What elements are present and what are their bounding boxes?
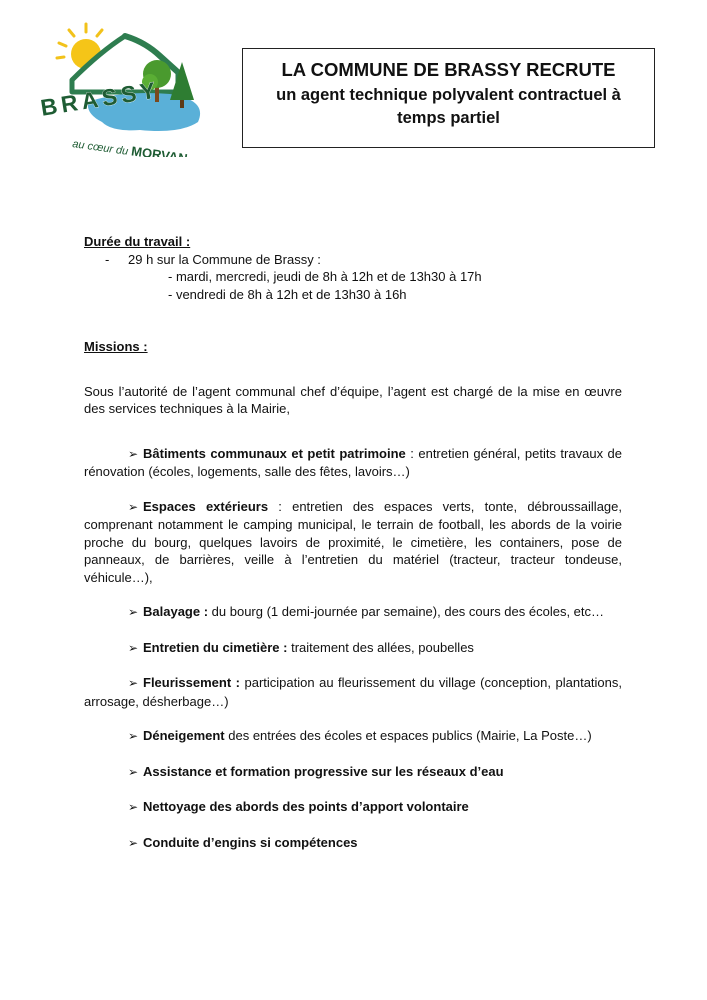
mission-item <box>84 727 622 746</box>
mission-title: Espaces extérieurs <box>143 498 269 514</box>
arrow-bullet-icon: ➢ <box>128 446 139 461</box>
mission-title: Déneigement <box>143 728 225 743</box>
mission-title: Bâtiments communaux et petit patrimoine <box>143 445 406 461</box>
arrow-bullet-icon: ➢ <box>128 800 139 814</box>
title-subtitle: un agent technique polyvalent contractuel à temps partiel <box>276 86 621 127</box>
mission-item <box>84 674 622 710</box>
mission-title: Conduite d’engins si compétences <box>143 834 358 850</box>
title-main: LA COMMUNE DE BRASSY RECRUTE <box>281 59 616 80</box>
title-box <box>242 48 655 148</box>
mission-item <box>84 798 622 817</box>
mission-item <box>84 834 622 853</box>
mission-text: : entretien des espaces verts, tonte, débroussaillage, comprenant notamment le camping municipal, le terrain de football, les abords de la voirie proche du bourg, quelques lavoirs de proximité, le cimetière, les containers, pose de panneaux, de barrières, veille à l’entretien du matériel (tracteur, tracteur tondeuse, véhicule…), <box>84 498 622 585</box>
dash-marker: - <box>105 251 110 267</box>
arrow-bullet-icon: ➢ <box>128 764 139 779</box>
schedule-line: - vendredi de 8h à 12h et de 13h30 à 16h <box>168 286 407 302</box>
logo-name: BRASSY <box>38 76 162 121</box>
mission-text: : entretien général, petits travaux de rénovation (écoles, logements, salle des fêtes, lavoirs…) <box>84 445 623 479</box>
mission-text: traitement des allées, poubelles <box>287 639 474 655</box>
arrow-bullet-icon: ➢ <box>128 605 139 619</box>
duree-hours <box>84 251 622 269</box>
duree-heading: Durée du travail : <box>84 234 191 249</box>
mission-item <box>84 763 622 782</box>
mission-item <box>84 498 622 587</box>
mission-item <box>84 639 622 658</box>
mission-text: des entrées des écoles et espaces publics (Mairie, La Poste…) <box>224 728 592 743</box>
mission-item <box>84 445 622 481</box>
arrow-bullet-icon: ➢ <box>128 640 139 655</box>
brassy-logo <box>30 22 210 157</box>
missions-intro: Sous l’autorité de l’agent communal chef d’équipe, l’agent est chargé de la mise en œuvre des services techniques à la Mairie, <box>84 383 622 416</box>
mission-title: Fleurissement : <box>143 675 240 690</box>
arrow-bullet-icon: ➢ <box>128 729 139 743</box>
mission-title: Assistance et formation progressive sur les réseaux d’eau <box>143 763 504 779</box>
mission-title: Balayage : <box>143 604 209 619</box>
mission-title: Entretien du cimetière : <box>143 639 288 655</box>
schedule-line: - mardi, mercredi, jeudi de 8h à 12h et de 13h30 à 17h <box>168 269 482 284</box>
arrow-bullet-icon: ➢ <box>128 499 139 514</box>
mission-text: participation au fleurissement du village (conception, plantations, arrosage, désherbage…) <box>84 675 622 709</box>
mission-text: du bourg (1 demi-journée par semaine), des cours des écoles, etc… <box>208 604 605 619</box>
job-description <box>84 233 622 852</box>
mission-title: Nettoyage des abords des points d’apport volontaire <box>143 799 469 814</box>
mission-item <box>84 603 622 622</box>
arrow-bullet-icon: ➢ <box>128 835 139 850</box>
arrow-bullet-icon: ➢ <box>128 676 139 690</box>
logo-tagline: au cœur du MORVAN <box>71 138 189 157</box>
duree-hours-text: 29 h sur la Commune de Brassy : <box>128 251 321 267</box>
missions-heading: Missions : <box>84 339 148 354</box>
